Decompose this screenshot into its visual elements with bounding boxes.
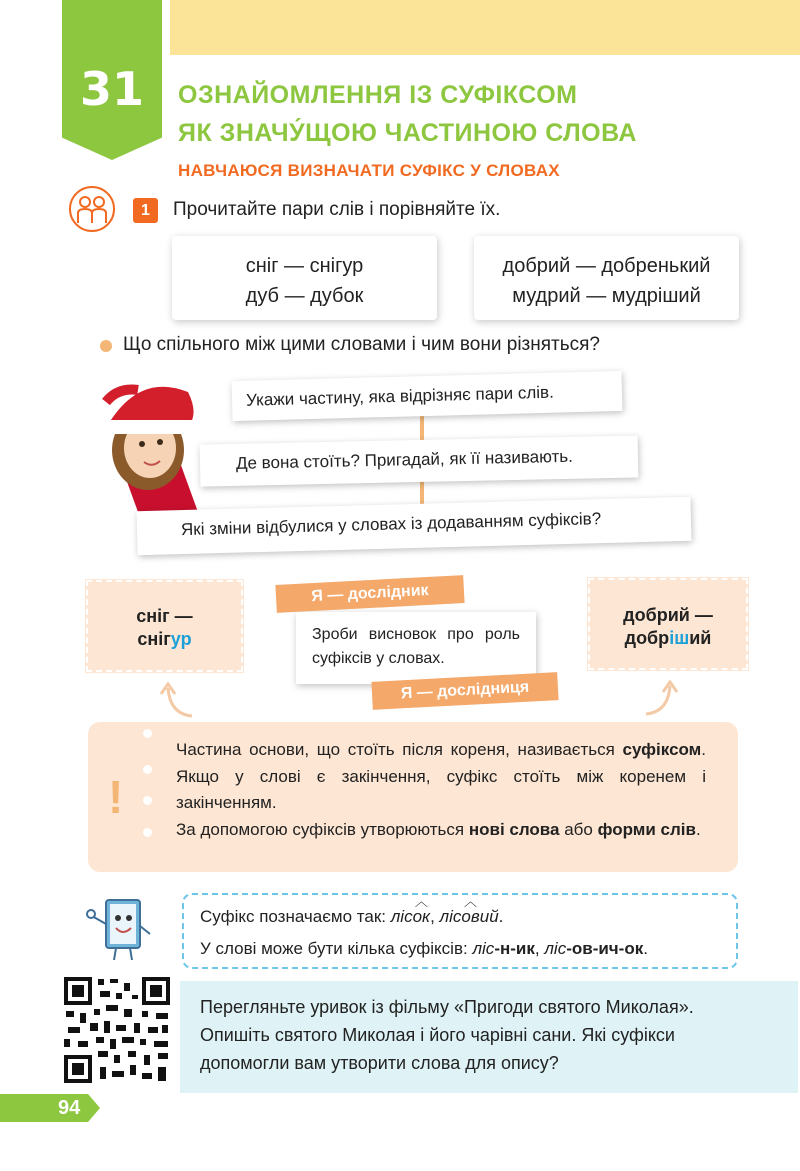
film-task-line: Перегляньте уривок із фільму «Пригоди святого Миколая». [200, 997, 694, 1017]
rule-dot [143, 796, 152, 805]
exclamation-icon: ! [108, 771, 124, 823]
hint-strip: Укажи частину, яка відрізняє пари слів. [232, 371, 623, 421]
task-instruction: Прочитайте пари слів і порівняйте їх. [173, 199, 501, 220]
note-line: У слові може бути кілька суфіксів: ліс-н-ик, ліс-ов-ич-ок. [200, 939, 648, 958]
suffix-arc-icon: ︿ [464, 894, 478, 909]
word-pair: дуб — дубок [245, 285, 364, 307]
suffix-mark: ︿ ок [413, 901, 430, 933]
rule-dot [143, 729, 152, 738]
girl-in-santa-hat-illustration [78, 362, 218, 512]
curved-arrow-icon [642, 678, 680, 718]
rule-dot [143, 828, 152, 837]
discussion-question: Що спільного між цими словами і чим вони різняться? [123, 334, 600, 355]
researcher-tag-male: Я — дослідник [275, 575, 464, 613]
example-card-snihur [86, 580, 243, 672]
rule-dot [143, 765, 152, 774]
rule-paragraph: За допомогою суфіксів утворюються нові слова або форми слів. [176, 819, 701, 839]
term-word-forms: форми слів [597, 819, 696, 839]
lesson-title-line2: ЯК ЗНАЧУ́ЩОЮ ЧАСТИНОЮ СЛОВА [178, 119, 637, 147]
term-new-words: нові слова [468, 819, 560, 839]
suffix-mark: ︿ ов [461, 901, 479, 933]
task-number-badge: 1 [133, 198, 158, 223]
word-pair: сніг — снігур [245, 255, 364, 277]
example-word [88, 628, 241, 651]
hint-strip: Де вона стоїть? Пригадай, як її називають. [200, 435, 639, 486]
researcher-task: Зроби висновок про роль суфіксів у словах. [296, 612, 536, 684]
curved-arrow-icon [158, 680, 196, 720]
lesson-number: 31 [79, 62, 144, 116]
qr-code[interactable] [62, 975, 172, 1085]
film-task-line: допомогли вам утворити слова для опису? [200, 1053, 559, 1073]
term-suffix: суфіксом [622, 740, 702, 759]
word-pair: мудрий — мудріший [512, 285, 701, 307]
lesson-title-line1: ОЗНАЙОМЛЕННЯ ІЗ СУФІКСОМ [178, 81, 578, 109]
word-root: сніг [137, 629, 171, 649]
lesson-title [178, 76, 778, 152]
example-line: сніг — [136, 606, 193, 626]
suffix-arc-icon: ︿ [414, 894, 428, 909]
film-task-line: Опишіть святого Миколая і його чарівні сани. Які суфікси [200, 1025, 675, 1045]
word-pairs-card-right [474, 236, 739, 320]
word-suffix: іш [669, 628, 690, 648]
page-number: 94 [58, 1097, 81, 1119]
film-task-box [180, 981, 798, 1093]
example-word: ліс ︿ ок [391, 907, 430, 926]
word-pair: добрий — добренький [502, 255, 711, 277]
suffix-notation-note [182, 893, 738, 969]
pair-work-icon [68, 185, 116, 233]
word-ending: ий [689, 628, 712, 648]
example-line: добрий — [623, 605, 713, 625]
rule-paragraph: Частина основи, що стоїть після кореня, називається суфіксом. Якщо у слові є закінчення, суфікс стоїть між коренем і закінченням. [176, 740, 706, 812]
word-pairs-card-left [172, 236, 437, 320]
book-character-icon [84, 894, 156, 964]
bullet-dot [100, 340, 112, 352]
note-line: Суфікс позначаємо так: ліс ︿ ок, ліс ︿ овий. [200, 901, 736, 933]
word-root: добр [624, 628, 670, 648]
page-number-tab [0, 1094, 100, 1122]
example-word [590, 627, 746, 650]
hint-strip: Які зміни відбулися у словах із додаванням суфіксів? [137, 497, 692, 555]
header-stripe [170, 0, 800, 55]
researcher-tag-female: Я — дослідниця [371, 672, 558, 710]
lesson-subtitle: НАВЧАЮСЯ ВИЗНАЧАТИ СУФІКС У СЛОВАХ [178, 161, 560, 180]
example-word: ліс ︿ овий [440, 907, 499, 926]
word-suffix: ур [170, 629, 192, 649]
example-card-dobrishyi [588, 578, 748, 670]
rule-text [176, 737, 706, 843]
